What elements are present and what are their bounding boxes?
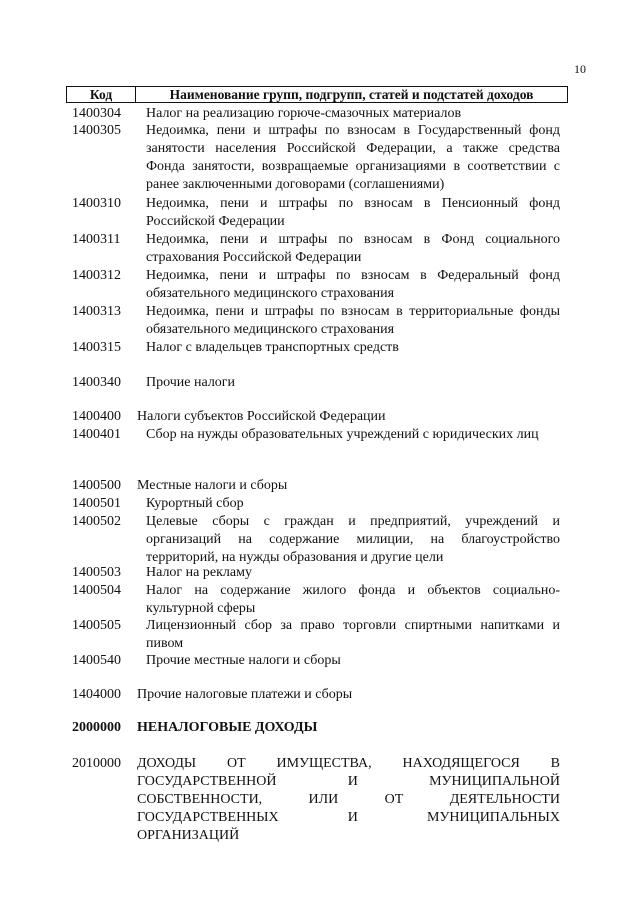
row-code: 1400540	[72, 653, 121, 668]
row-code: 1400310	[72, 196, 121, 211]
row-text: Налог с владельцев транспортных средств	[146, 340, 399, 355]
row-text-line: СОБСТВЕННОСТИ, ИЛИ ОТ ДЕЯТЕЛЬНОСТИ	[137, 792, 560, 807]
row-code: 1400312	[72, 268, 121, 283]
page-number: 10	[574, 62, 586, 76]
row-text: Недоимка, пени и штрафы по взносам в Федеральный фонд обязательного медицинского страхования	[146, 268, 560, 301]
row-code: 1400311	[72, 232, 121, 247]
row-text: Целевые сборы с граждан и предприятий, учреждений и организаций на содержание милиции, на благоустройство территорий, на нужды образования и другие цели	[146, 514, 560, 565]
row-text: Местные налоги и сборы	[137, 478, 288, 493]
row-text	[137, 755, 560, 845]
row-code: 1400500	[72, 478, 121, 493]
header-name: Наименование групп, подгрупп, статей и подстатей доходов	[169, 87, 534, 102]
header-code: Код	[67, 87, 136, 102]
row-code: 2000000	[72, 720, 121, 735]
row-text: Налог на содержание жилого фонда и объектов социально-культурной сферы	[146, 583, 560, 616]
row-text: НЕНАЛОГОВЫЕ ДОХОДЫ	[137, 720, 318, 735]
row-text: Прочие местные налоги и сборы	[146, 653, 341, 668]
row-code: 1400504	[72, 583, 121, 598]
row-text-line: ОРГАНИЗАЦИЙ	[137, 828, 240, 843]
row-text: Прочие налоги	[146, 375, 236, 390]
row-text: Налоги субъектов Российской Федерации	[137, 409, 386, 424]
row-text: Недоимка, пени и штрафы по взносам в Пенсионный фонд Российской Федерации	[146, 196, 560, 229]
row-text: Лицензионный сбор за право торговли спиртными напитками и пивом	[146, 618, 560, 651]
row-text: Недоимка, пени и штрафы по взносам в Государственный фонд занятости населения Российской Федерации, а также средства Фонда занятости, возвращаемые организациями в соответствии с ранее заключенными договорами (соглашениями)	[146, 123, 560, 192]
row-code: 2010000	[72, 756, 121, 771]
row-code: 1400501	[72, 496, 121, 511]
row-code: 1400400	[72, 409, 121, 424]
row-text: Недоимка, пени и штрафы по взносам в территориальные фонды обязательного медицинского страхования	[146, 304, 560, 337]
row-code: 1400305	[72, 123, 121, 138]
table-header	[66, 86, 568, 103]
row-code: 1400401	[72, 427, 121, 442]
row-text-line: ГОСУДАРСТВЕННОЙ И МУНИЦИПАЛЬНОЙ	[137, 774, 560, 789]
row-code: 1400503	[72, 565, 121, 580]
row-code: 1404000	[72, 687, 121, 702]
row-text-line: ДОХОДЫ ОТ ИМУЩЕСТВА, НАХОДЯЩЕГОСЯ В	[137, 756, 560, 771]
row-code: 1400315	[72, 340, 121, 355]
row-text-line: ГОСУДАРСТВЕННЫХ И МУНИЦИПАЛЬНЫХ	[137, 810, 560, 825]
row-text: Прочие налоговые платежи и сборы	[137, 687, 353, 702]
row-text: Курортный сбор	[146, 496, 244, 511]
row-code: 1400340	[72, 375, 121, 390]
row-text: Недоимка, пени и штрафы по взносам в Фонд социального страхования Российской Федерации	[146, 232, 560, 265]
row-code: 1400304	[72, 106, 121, 121]
row-code: 1400502	[72, 514, 121, 529]
row-code: 1400505	[72, 618, 121, 633]
row-code: 1400313	[72, 304, 121, 319]
row-text: Налог на рекламу	[146, 565, 252, 580]
row-text: Сбор на нужды образовательных учреждений с юридических лиц	[146, 427, 539, 442]
row-text: Налог на реализацию горюче-смазочных материалов	[146, 106, 462, 121]
